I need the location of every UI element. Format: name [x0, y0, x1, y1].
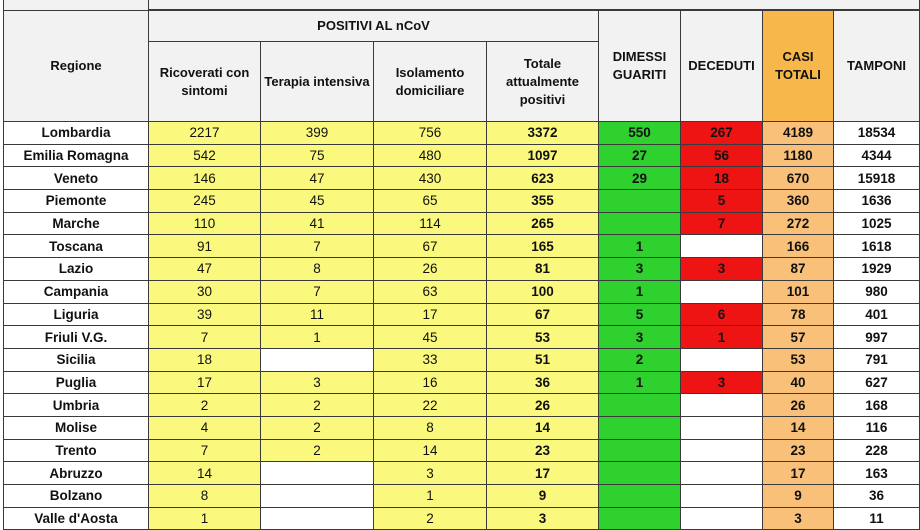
cell-isolamento: 2 — [374, 507, 487, 530]
cell-totale: 67 — [487, 303, 599, 326]
cell-ricoverati: 8 — [149, 485, 261, 508]
cell-terapia: 45 — [261, 190, 374, 213]
cell-terapia: 75 — [261, 144, 374, 167]
cell-terapia — [261, 485, 374, 508]
cell-isolamento: 16 — [374, 371, 487, 394]
header-totale: Totale attualmente positivi — [487, 42, 599, 122]
cell-deceduti — [681, 280, 763, 303]
cell-deceduti: 267 — [681, 122, 763, 145]
cell-ricoverati: 7 — [149, 439, 261, 462]
cell-dimessi: 27 — [599, 144, 681, 167]
cell-ricoverati: 47 — [149, 258, 261, 281]
cell-dimessi — [599, 507, 681, 530]
cell-deceduti — [681, 394, 763, 417]
cell-isolamento: 26 — [374, 258, 487, 281]
cell-dimessi: 1 — [599, 280, 681, 303]
cell-regione: Emilia Romagna — [4, 144, 149, 167]
cell-casi: 26 — [763, 394, 834, 417]
header-tamponi: TAMPONI — [834, 10, 920, 122]
cell-deceduti — [681, 507, 763, 530]
cell-deceduti — [681, 348, 763, 371]
cell-regione: Molise — [4, 416, 149, 439]
cell-deceduti: 56 — [681, 144, 763, 167]
cell-totale: 23 — [487, 439, 599, 462]
cell-regione: Veneto — [4, 167, 149, 190]
cell-deceduti — [681, 416, 763, 439]
cell-regione: Marche — [4, 212, 149, 235]
cell-casi: 23 — [763, 439, 834, 462]
cell-regione: Toscana — [4, 235, 149, 258]
cell-deceduti: 5 — [681, 190, 763, 213]
cell-dimessi: 5 — [599, 303, 681, 326]
cell-terapia: 47 — [261, 167, 374, 190]
cell-casi: 3 — [763, 507, 834, 530]
cell-totale: 355 — [487, 190, 599, 213]
cell-terapia: 2 — [261, 439, 374, 462]
cell-deceduti: 6 — [681, 303, 763, 326]
cell-totale: 26 — [487, 394, 599, 417]
header-positivi-group: POSITIVI AL nCoV — [149, 10, 599, 42]
header-row-group — [4, 10, 920, 42]
cell-totale: 17 — [487, 462, 599, 485]
cell-totale: 265 — [487, 212, 599, 235]
cell-regione: Liguria — [4, 303, 149, 326]
cell-isolamento: 33 — [374, 348, 487, 371]
cell-casi: 670 — [763, 167, 834, 190]
cell-casi: 9 — [763, 485, 834, 508]
table-row — [4, 280, 920, 303]
cell-totale: 3372 — [487, 122, 599, 145]
cell-dimessi — [599, 485, 681, 508]
cell-casi: 4189 — [763, 122, 834, 145]
cell-casi: 14 — [763, 416, 834, 439]
cell-deceduti — [681, 439, 763, 462]
cell-totale: 9 — [487, 485, 599, 508]
cell-regione: Puglia — [4, 371, 149, 394]
cell-regione: Lazio — [4, 258, 149, 281]
cell-regione: Friuli V.G. — [4, 326, 149, 349]
cell-totale: 165 — [487, 235, 599, 258]
cell-totale: 81 — [487, 258, 599, 281]
cell-ricoverati: 245 — [149, 190, 261, 213]
cell-ricoverati: 2217 — [149, 122, 261, 145]
cell-deceduti — [681, 485, 763, 508]
cell-totale: 1097 — [487, 144, 599, 167]
cell-isolamento: 45 — [374, 326, 487, 349]
cell-dimessi: 1 — [599, 371, 681, 394]
table-row — [4, 235, 920, 258]
cell-tamponi: 11 — [834, 507, 920, 530]
cell-casi: 87 — [763, 258, 834, 281]
table-row — [4, 416, 920, 439]
cell-tamponi: 791 — [834, 348, 920, 371]
cell-tamponi: 401 — [834, 303, 920, 326]
cell-regione: Trento — [4, 439, 149, 462]
table-row — [4, 462, 920, 485]
cell-regione: Abruzzo — [4, 462, 149, 485]
table-body — [4, 122, 920, 530]
cell-totale: 51 — [487, 348, 599, 371]
header-dimessi: DIMESSI GUARITI — [599, 10, 681, 122]
cell-casi: 101 — [763, 280, 834, 303]
table-row — [4, 507, 920, 530]
cell-isolamento: 65 — [374, 190, 487, 213]
cell-isolamento: 3 — [374, 462, 487, 485]
cell-isolamento: 430 — [374, 167, 487, 190]
cell-terapia: 2 — [261, 394, 374, 417]
table-row — [4, 348, 920, 371]
cell-ricoverati: 7 — [149, 326, 261, 349]
cell-tamponi: 1025 — [834, 212, 920, 235]
cell-isolamento: 14 — [374, 439, 487, 462]
cell-casi: 17 — [763, 462, 834, 485]
cell-tamponi: 18534 — [834, 122, 920, 145]
cell-isolamento: 480 — [374, 144, 487, 167]
cell-casi: 360 — [763, 190, 834, 213]
cell-dimessi: 1 — [599, 235, 681, 258]
cell-regione: Umbria — [4, 394, 149, 417]
cell-isolamento: 17 — [374, 303, 487, 326]
cell-isolamento: 63 — [374, 280, 487, 303]
cell-casi: 40 — [763, 371, 834, 394]
cell-deceduti — [681, 462, 763, 485]
cell-tamponi: 168 — [834, 394, 920, 417]
cell-tamponi: 997 — [834, 326, 920, 349]
cell-totale: 36 — [487, 371, 599, 394]
cell-terapia: 1 — [261, 326, 374, 349]
cell-ricoverati: 4 — [149, 416, 261, 439]
cell-ricoverati: 39 — [149, 303, 261, 326]
cell-regione: Lombardia — [4, 122, 149, 145]
table-top-band — [4, 0, 920, 10]
cell-regione: Valle d'Aosta — [4, 507, 149, 530]
cell-terapia: 3 — [261, 371, 374, 394]
cell-isolamento: 8 — [374, 416, 487, 439]
table-row — [4, 167, 920, 190]
cell-dimessi: 3 — [599, 326, 681, 349]
cell-tamponi: 980 — [834, 280, 920, 303]
cell-dimessi — [599, 212, 681, 235]
cell-tamponi: 1929 — [834, 258, 920, 281]
table-row — [4, 371, 920, 394]
cell-terapia: 399 — [261, 122, 374, 145]
cell-ricoverati: 14 — [149, 462, 261, 485]
cell-dimessi — [599, 394, 681, 417]
header-casi-totali: CASI TOTALI — [763, 10, 834, 122]
cell-dimessi: 3 — [599, 258, 681, 281]
table-row — [4, 258, 920, 281]
cell-tamponi: 1618 — [834, 235, 920, 258]
cell-ricoverati: 542 — [149, 144, 261, 167]
cell-regione: Bolzano — [4, 485, 149, 508]
cell-tamponi: 15918 — [834, 167, 920, 190]
cell-terapia: 11 — [261, 303, 374, 326]
cell-isolamento: 67 — [374, 235, 487, 258]
regional-cases-table — [3, 0, 920, 530]
cell-dimessi: 29 — [599, 167, 681, 190]
cell-isolamento: 22 — [374, 394, 487, 417]
cell-tamponi: 1636 — [834, 190, 920, 213]
cell-casi: 57 — [763, 326, 834, 349]
cell-ricoverati: 1 — [149, 507, 261, 530]
header-ricoverati: Ricoverati con sintomi — [149, 42, 261, 122]
cell-deceduti: 18 — [681, 167, 763, 190]
cell-ricoverati: 30 — [149, 280, 261, 303]
table-row — [4, 144, 920, 167]
cell-ricoverati: 110 — [149, 212, 261, 235]
cell-dimessi — [599, 462, 681, 485]
cell-tamponi: 228 — [834, 439, 920, 462]
header-regione: Regione — [4, 10, 149, 122]
cell-tamponi: 116 — [834, 416, 920, 439]
cell-casi: 53 — [763, 348, 834, 371]
cell-regione: Campania — [4, 280, 149, 303]
cell-terapia: 2 — [261, 416, 374, 439]
cell-totale: 623 — [487, 167, 599, 190]
cell-dimessi — [599, 416, 681, 439]
cell-ricoverati: 146 — [149, 167, 261, 190]
cell-regione: Piemonte — [4, 190, 149, 213]
table-row — [4, 122, 920, 145]
table-row — [4, 303, 920, 326]
cell-totale: 3 — [487, 507, 599, 530]
cell-terapia: 8 — [261, 258, 374, 281]
cell-tamponi: 4344 — [834, 144, 920, 167]
cell-totale: 100 — [487, 280, 599, 303]
cell-dimessi — [599, 190, 681, 213]
cell-totale: 14 — [487, 416, 599, 439]
header-deceduti: DECEDUTI — [681, 10, 763, 122]
cell-deceduti: 1 — [681, 326, 763, 349]
table-row — [4, 190, 920, 213]
cell-terapia — [261, 507, 374, 530]
table-row — [4, 485, 920, 508]
cell-totale: 53 — [487, 326, 599, 349]
cell-terapia — [261, 462, 374, 485]
cell-terapia: 41 — [261, 212, 374, 235]
cell-regione: Sicilia — [4, 348, 149, 371]
table-row — [4, 326, 920, 349]
table-row — [4, 394, 920, 417]
cell-isolamento: 114 — [374, 212, 487, 235]
cell-deceduti: 3 — [681, 258, 763, 281]
cell-terapia — [261, 348, 374, 371]
cell-deceduti: 3 — [681, 371, 763, 394]
cell-tamponi: 36 — [834, 485, 920, 508]
table-row — [4, 212, 920, 235]
cell-tamponi: 163 — [834, 462, 920, 485]
cell-ricoverati: 18 — [149, 348, 261, 371]
cell-casi: 78 — [763, 303, 834, 326]
cell-terapia: 7 — [261, 280, 374, 303]
table-row — [4, 439, 920, 462]
cell-dimessi: 2 — [599, 348, 681, 371]
cell-dimessi — [599, 439, 681, 462]
cell-ricoverati: 91 — [149, 235, 261, 258]
header-terapia: Terapia intensiva — [261, 42, 374, 122]
cell-ricoverati: 2 — [149, 394, 261, 417]
cell-isolamento: 756 — [374, 122, 487, 145]
cell-ricoverati: 17 — [149, 371, 261, 394]
cell-deceduti — [681, 235, 763, 258]
cell-tamponi: 627 — [834, 371, 920, 394]
cell-casi: 166 — [763, 235, 834, 258]
cell-deceduti: 7 — [681, 212, 763, 235]
cell-terapia: 7 — [261, 235, 374, 258]
cell-casi: 1180 — [763, 144, 834, 167]
cell-isolamento: 1 — [374, 485, 487, 508]
cell-dimessi: 550 — [599, 122, 681, 145]
header-isolamento: Isolamento domiciliare — [374, 42, 487, 122]
cell-casi: 272 — [763, 212, 834, 235]
